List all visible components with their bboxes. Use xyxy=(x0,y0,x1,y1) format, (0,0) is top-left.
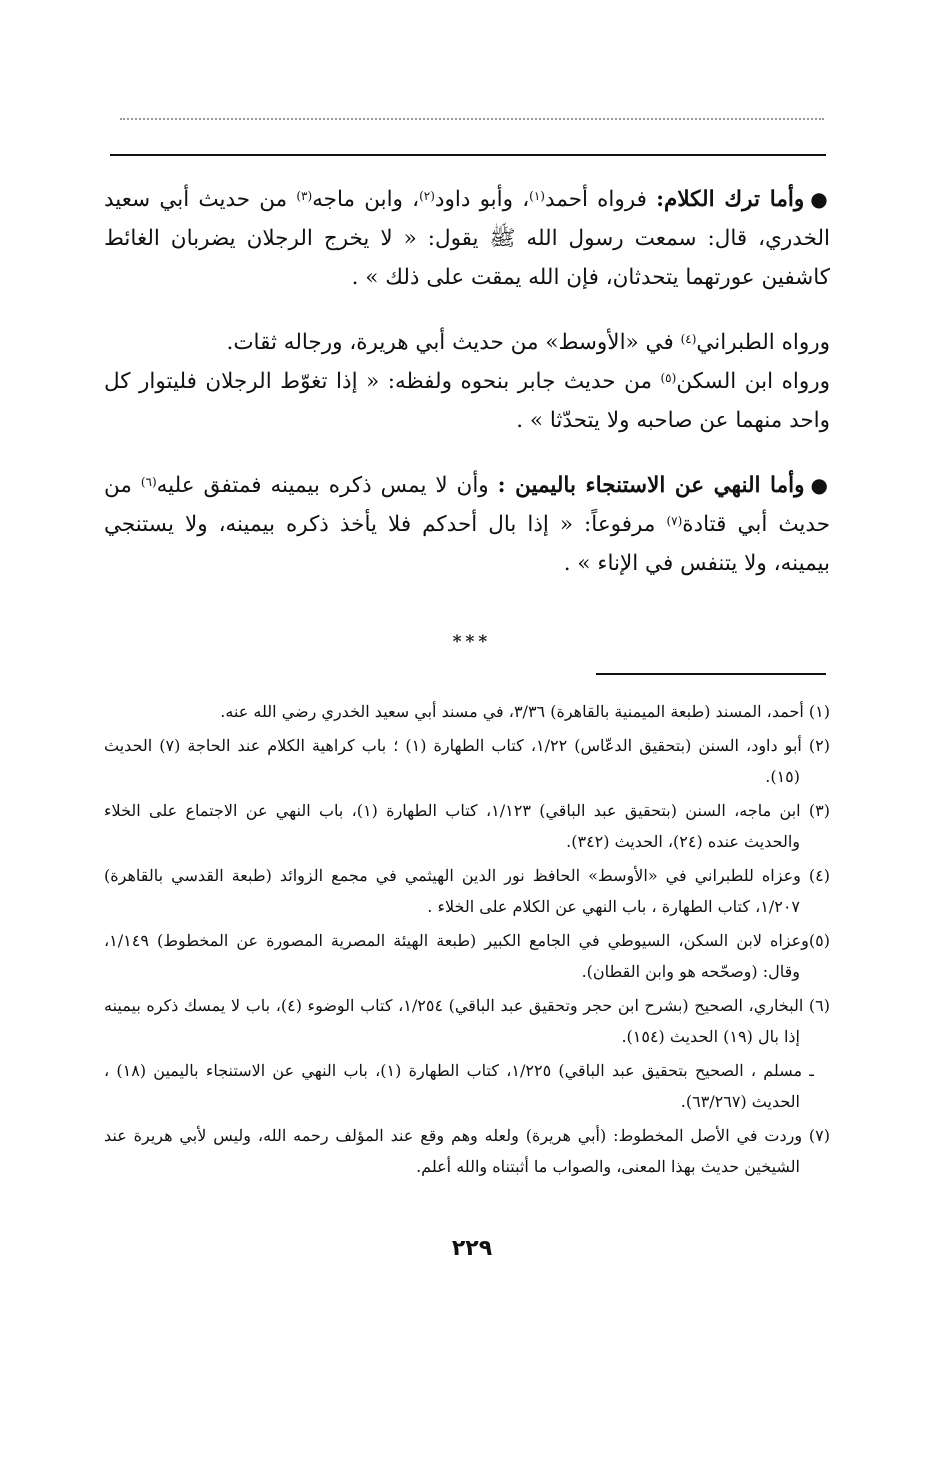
top-rule xyxy=(110,154,826,156)
text: في «الأوسط» من حديث أبي هريرة، ورجاله ثقات. xyxy=(226,330,681,355)
bullet-icon: ● xyxy=(810,473,831,497)
paragraph-ibn-sakan xyxy=(104,362,830,440)
text: من حديث أبي سعيد الخدري، قال: سمعت رسول الله ﷺ يقول: « لا يخرج الرجلان يضربان الغائط كاشفين عورتهما يتحدثان، فإن الله يمقت على ذلك » . xyxy=(104,187,830,290)
footnotes xyxy=(104,696,830,1185)
text: ورواه الطبراني xyxy=(696,330,830,355)
bullet-icon: ● xyxy=(810,187,831,211)
footnote-ref: (٢) xyxy=(419,189,435,203)
footnote: (٣) ابن ماجه، السنن (بتحقيق عبد الباقي) ١/١٢٣، كتاب الطهارة (١)، باب النهي عن الاجتماع على الخلاء والحديث عنده (٢٤)، الحديث (٣٤٢). xyxy=(104,801,830,851)
footnote-continuation: ـ مسلم ، الصحيح بتحقيق عبد الباقي) ١/٢٢٥، كتاب الطهارة (١)، باب النهي عن الاستنجاء باليمين (١٨) ، الحديث (٦٣/٢٦٧). xyxy=(104,1061,814,1111)
footnote: (٦) البخاري، الصحيح (بشرح ابن حجر وتحقيق عبد الباقي) ١/٢٥٤، كتاب الوضوء (٤)، باب لا يمسك ذكره بيمينه إذا بال (١٩) الحديث (١٥٤). xyxy=(104,996,831,1046)
text: وأن لا يمس ذكره بيمينه فمتفق عليه xyxy=(156,473,498,498)
dotted-separator xyxy=(120,118,824,122)
footnotes-rule xyxy=(596,673,826,675)
footnote-ref: (٤) xyxy=(680,332,697,346)
main-text xyxy=(104,180,830,583)
footnote: (٥)وعزاه لابن السكن، السيوطي في الجامع الكبير (طبعة الهيئة المصرية المصورة عن المخطوط) ١/١٤٩، وقال: (وصحّحه هو وابن القطان). xyxy=(104,931,830,981)
footnote-ref: (٦) xyxy=(140,475,157,489)
footnote-ref: (٧) xyxy=(666,514,683,528)
footnote: (٢) أبو داود، السنن (بتحقيق الدعّاس) ١/٢٢، كتاب الطهارة (١) ؛ باب كراهية الكلام عند الحاجة (٧) الحديث (١٥). xyxy=(104,736,830,786)
footnote: (١) أحمد، المسند (طبعة الميمنية بالقاهرة) ٣/٣٦، في مسند أبي سعيد الخدري رضي الله عنه. xyxy=(220,702,830,721)
text: ، وابن ماجه xyxy=(312,187,420,212)
footnote: (٤) وعزاه للطبراني في «الأوسط» الحافظ نور الدين الهيثمي في مجمع الزوائد (طبعة القدسي بالقاهرة) ١/٢٠٧، كتاب الطهارة ، باب النهي عن الكلام على الخلاء . xyxy=(104,866,830,916)
paragraph-speech xyxy=(104,180,830,297)
footnote-ref: (١) xyxy=(529,189,545,203)
page-number: ٢٢٩ xyxy=(451,1236,493,1261)
text: ورواه ابن السكن xyxy=(676,369,830,394)
text: فرواه أحمد xyxy=(544,187,657,212)
text: من حديث جابر بنحوه ولفظه: « إذا تغوّط الرجلان فليتوار كل واحد منهما عن صاحبه ولا يتحدّثا » . xyxy=(104,369,830,433)
text: ، وأبو داود xyxy=(434,187,530,212)
text: من حديث أبي قتادة xyxy=(104,473,830,537)
text: مرفوعاً: « إذا بال أحدكم فلا يأخذ ذكره بيمينه، ولا يستنجي بيمينه، ولا يتنفس في الإناء » . xyxy=(104,512,830,576)
paragraph-tabarani xyxy=(104,323,830,362)
footnote: (٧) وردت في الأصل المخطوط: (أبي هريرة) ولعله وهم وقع عند المؤلف رحمه الله، وليس لأبي هريرة عند الشيخين حديث بهذا المعنى، والصواب ما أثبتناه والله أعلم. xyxy=(104,1126,831,1176)
footnote-ref: (٣) xyxy=(296,189,313,203)
footnote-ref: (٥) xyxy=(660,371,677,385)
section-heading: وأما ترك الكلام: xyxy=(656,187,805,212)
section-heading: وأما النهي عن الاستنجاء باليمين : xyxy=(497,473,805,498)
section-divider-stars: *** xyxy=(452,632,492,652)
paragraph-right-hand xyxy=(104,466,830,583)
